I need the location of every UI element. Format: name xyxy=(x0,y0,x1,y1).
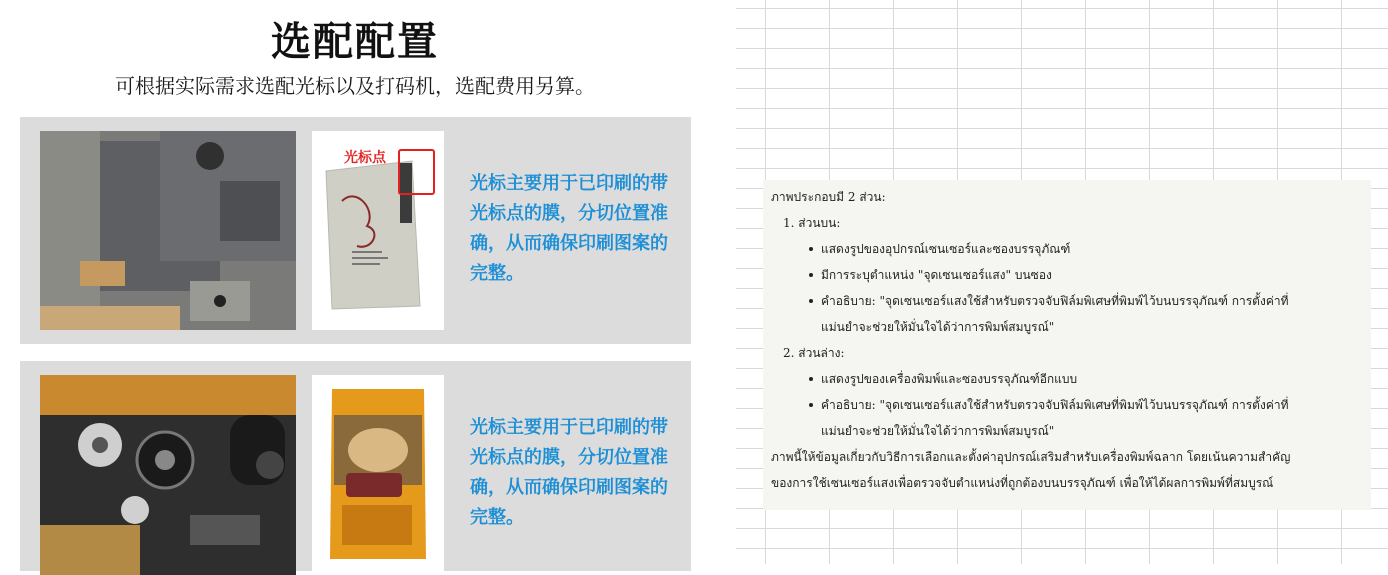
part2-heading: 2. ส่วนล่าง: xyxy=(783,346,845,360)
list-item: แสดงรูปของเครื่องพิมพ์และซองบรรจุภัณฑ์อีกแบบ xyxy=(771,366,1363,392)
list-item-continuation: แม่นยำจะช่วยให้มั่นใจได้ว่าการพิมพ์สมบูรณ์" xyxy=(821,320,1055,334)
summary-line: ภาพนี้ให้ข้อมูลเกี่ยวกับวิธีการเลือกและตั้งค่าอุปกรณ์เสริมสำหรับเครื่องพิมพ์ฉลาก โดยเน้นความสำคัญ xyxy=(771,450,1291,464)
printer-description: 光标主要用于已印刷的带光标点的膜，分切位置准确，从而确保印刷图案的完整。 xyxy=(470,417,668,528)
intro-line: ภาพประกอบมี 2 ส่วน: xyxy=(771,190,886,204)
option-card-printer xyxy=(20,361,691,571)
page-subtitle: 可根据实际需求选配光标以及打码机，选配费用另算。 xyxy=(115,74,595,98)
list-item: มีการระบุตำแหน่ง "จุดเซนเซอร์แสง" บนซอง xyxy=(771,262,1363,288)
sensor-device-photo xyxy=(40,131,296,330)
part1-heading: 1. ส่วนบน: xyxy=(783,216,841,230)
page-title: 选配配置 xyxy=(271,19,439,65)
list-item: คำอธิบาย: "จุดเซนเซอร์แสงใช้สำหรับตรวจจับฟิล์มพิเศษที่พิมพ์ไว้บนบรรจุภัณฑ์ การตั้งค่าที่ xyxy=(771,392,1363,418)
list-item-continuation: แม่นยำจะช่วยให้มั่นใจได้ว่าการพิมพ์สมบูรณ์" xyxy=(821,424,1055,438)
sensor-description: 光标主要用于已印刷的带光标点的膜，分切位置准确，从而确保印刷图案的完整。 xyxy=(470,173,668,284)
printer-device-photo xyxy=(40,375,296,575)
description-textbox[interactable] xyxy=(763,180,1371,510)
option-card-sensor xyxy=(20,117,691,344)
light-marker-label: 光标点 xyxy=(344,150,386,166)
summary-line: ของการใช้เซนเซอร์แสงเพื่อตรวจจับตำแหน่งที่ถูกต้องบนบรรจุภัณฑ์ เพื่อให้ได้ผลการพิมพ์ที่สมบูรณ์ xyxy=(771,476,1274,490)
package-sample-image xyxy=(312,131,444,330)
list-item: แสดงรูปของอุปกรณ์เซนเซอร์และซองบรรจุภัณฑ์ xyxy=(771,236,1363,262)
list-item: คำอธิบาย: "จุดเซนเซอร์แสงใช้สำหรับตรวจจับฟิล์มพิเศษที่พิมพ์ไว้บนบรรจุภัณฑ์ การตั้งค่าที่ xyxy=(771,288,1363,314)
package-sample-image-2 xyxy=(312,375,444,571)
light-marker-highlight xyxy=(398,149,435,195)
